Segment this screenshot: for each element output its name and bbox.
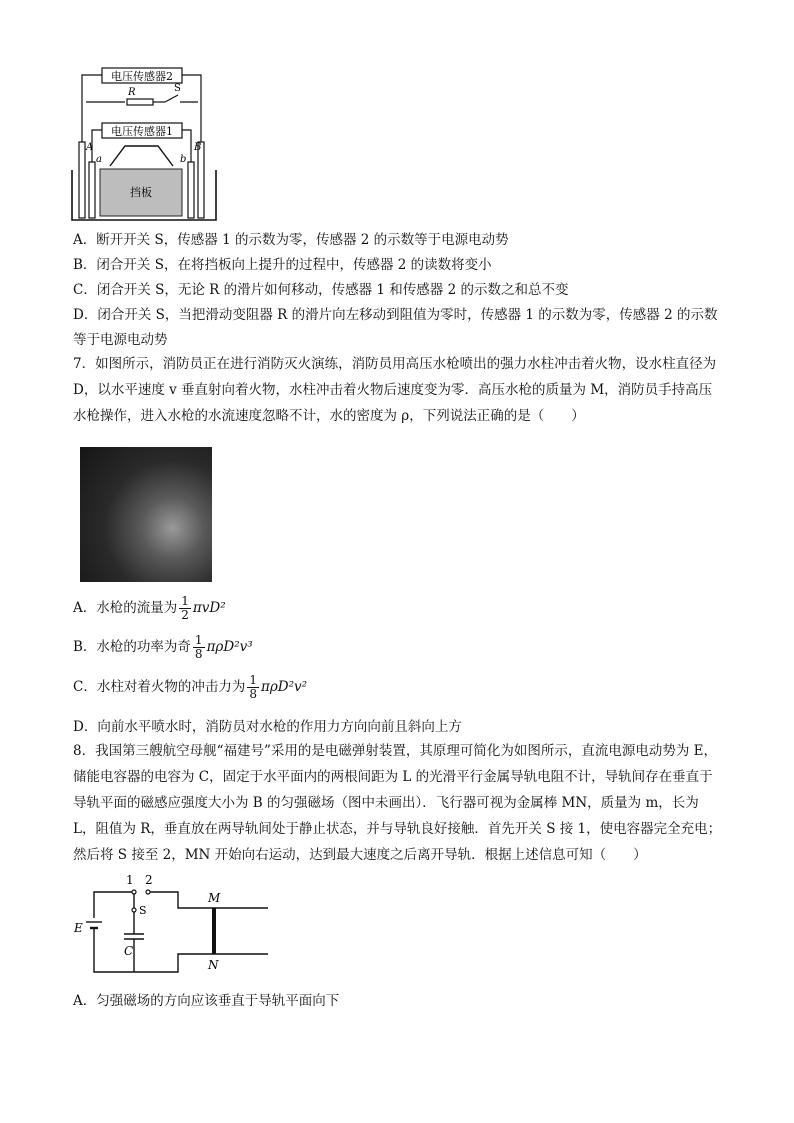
s-label: S	[174, 83, 181, 94]
source-e-label: E	[74, 921, 83, 935]
r-label: R	[128, 87, 136, 98]
capacitor-c-label: C	[124, 944, 134, 958]
sensor2-label: 电压传感器2	[111, 70, 173, 83]
A-label: A	[86, 142, 94, 153]
q7-option-d: D．向前水平喷水时，消防员对水枪的作用力方向向前且斜向上方	[73, 719, 462, 735]
plate-label: 挡板	[130, 186, 152, 199]
q7-option-b: B．水枪的功率为奇 $\frac{1}{8}$ πρD²v³	[73, 633, 253, 661]
q6-option-d-cont: 等于电源电动势	[73, 332, 168, 348]
switch-s-label: S	[139, 904, 147, 917]
switch-pos-1-label: 1	[126, 873, 134, 887]
firefighter-photo	[80, 447, 212, 582]
fraction: $\frac{1}{8}$	[249, 673, 257, 701]
B-label: B	[194, 142, 202, 153]
a-label: a	[96, 154, 102, 165]
rod-m-label: M	[208, 891, 221, 905]
q7-option-c: C．水柱对着火物的冲击力为 $\frac{1}{8}$ πρD²v²	[73, 673, 308, 701]
q7-stem: 7．如图所示，消防员正在进行消防灭火演练，消防员用高压水枪喷出的强力水柱冲击着火物，设水柱直径为 D，以水平速度 v 垂直射向着火物，水柱冲击着火物后速度变为零．高压水枪的质量为 M，消防员手持高压水枪操作，进入水枪的水流速度忽略不计，水的密度为 ρ，下列说法正确的是（ ）	[73, 356, 717, 424]
b-label: b	[180, 154, 187, 165]
switch-pos-2-label: 2	[145, 873, 153, 887]
q6-option-c: C．闭合开关 S，无论 R 的滑片如何移动，传感器 1 和传感器 2 的示数之和总不变	[73, 282, 569, 298]
fraction: $\frac{1}{2}$	[181, 594, 189, 622]
q6-option-d: D．闭合开关 S，当把滑动变阻器 R 的滑片向左移动到阻值为零时，传感器 1 的示数为零，传感器 2 的示数	[73, 307, 718, 323]
railgun-circuit-figure	[72, 870, 272, 980]
sensor1-label: 电压传感器1	[111, 125, 173, 138]
fraction: $\frac{1}{8}$	[194, 633, 203, 661]
q6-option-a: A．断开开关 S，传感器 1 的示数为零，传感器 2 的示数等于电源电动势	[73, 232, 509, 248]
q8-stem: 8．我国第三艘航空母舰“福建号”采用的是电磁弹射装置，其原理可简化为如图所示，直流电源电动势为 E，储能电容器的电容为 C，固定于水平面内的两根间距为 L 的光滑平行金属导轨电阻不计，导轨间存在垂直于导轨平面的磁感应强度大小为 B 的匀强磁场（图中未画出）．飞行器可视为金属棒 MN，质量为 m，长为 L，阻值为 R，垂直放在两导轨间处于静止状态，并与导轨良好接触．首先开关 S 接 1，使电容器完全充电；然后将 S 接至 2，MN 开始向右运动，达到最大速度之后离开导轨．根据上述信息可知（ ）	[73, 743, 722, 863]
q7-option-a: A．水枪的流量为 $\frac{1}{2}$ πvD²	[73, 594, 226, 622]
rod-n-label: N	[208, 958, 219, 972]
q6-option-b: B．闭合开关 S，在将挡板向上提升的过程中，传感器 2 的读数将变小	[73, 257, 492, 273]
sensor-circuit-figure	[70, 62, 220, 222]
q8-option-a: A．匀强磁场的方向应该垂直于导轨平面向下	[73, 993, 340, 1009]
